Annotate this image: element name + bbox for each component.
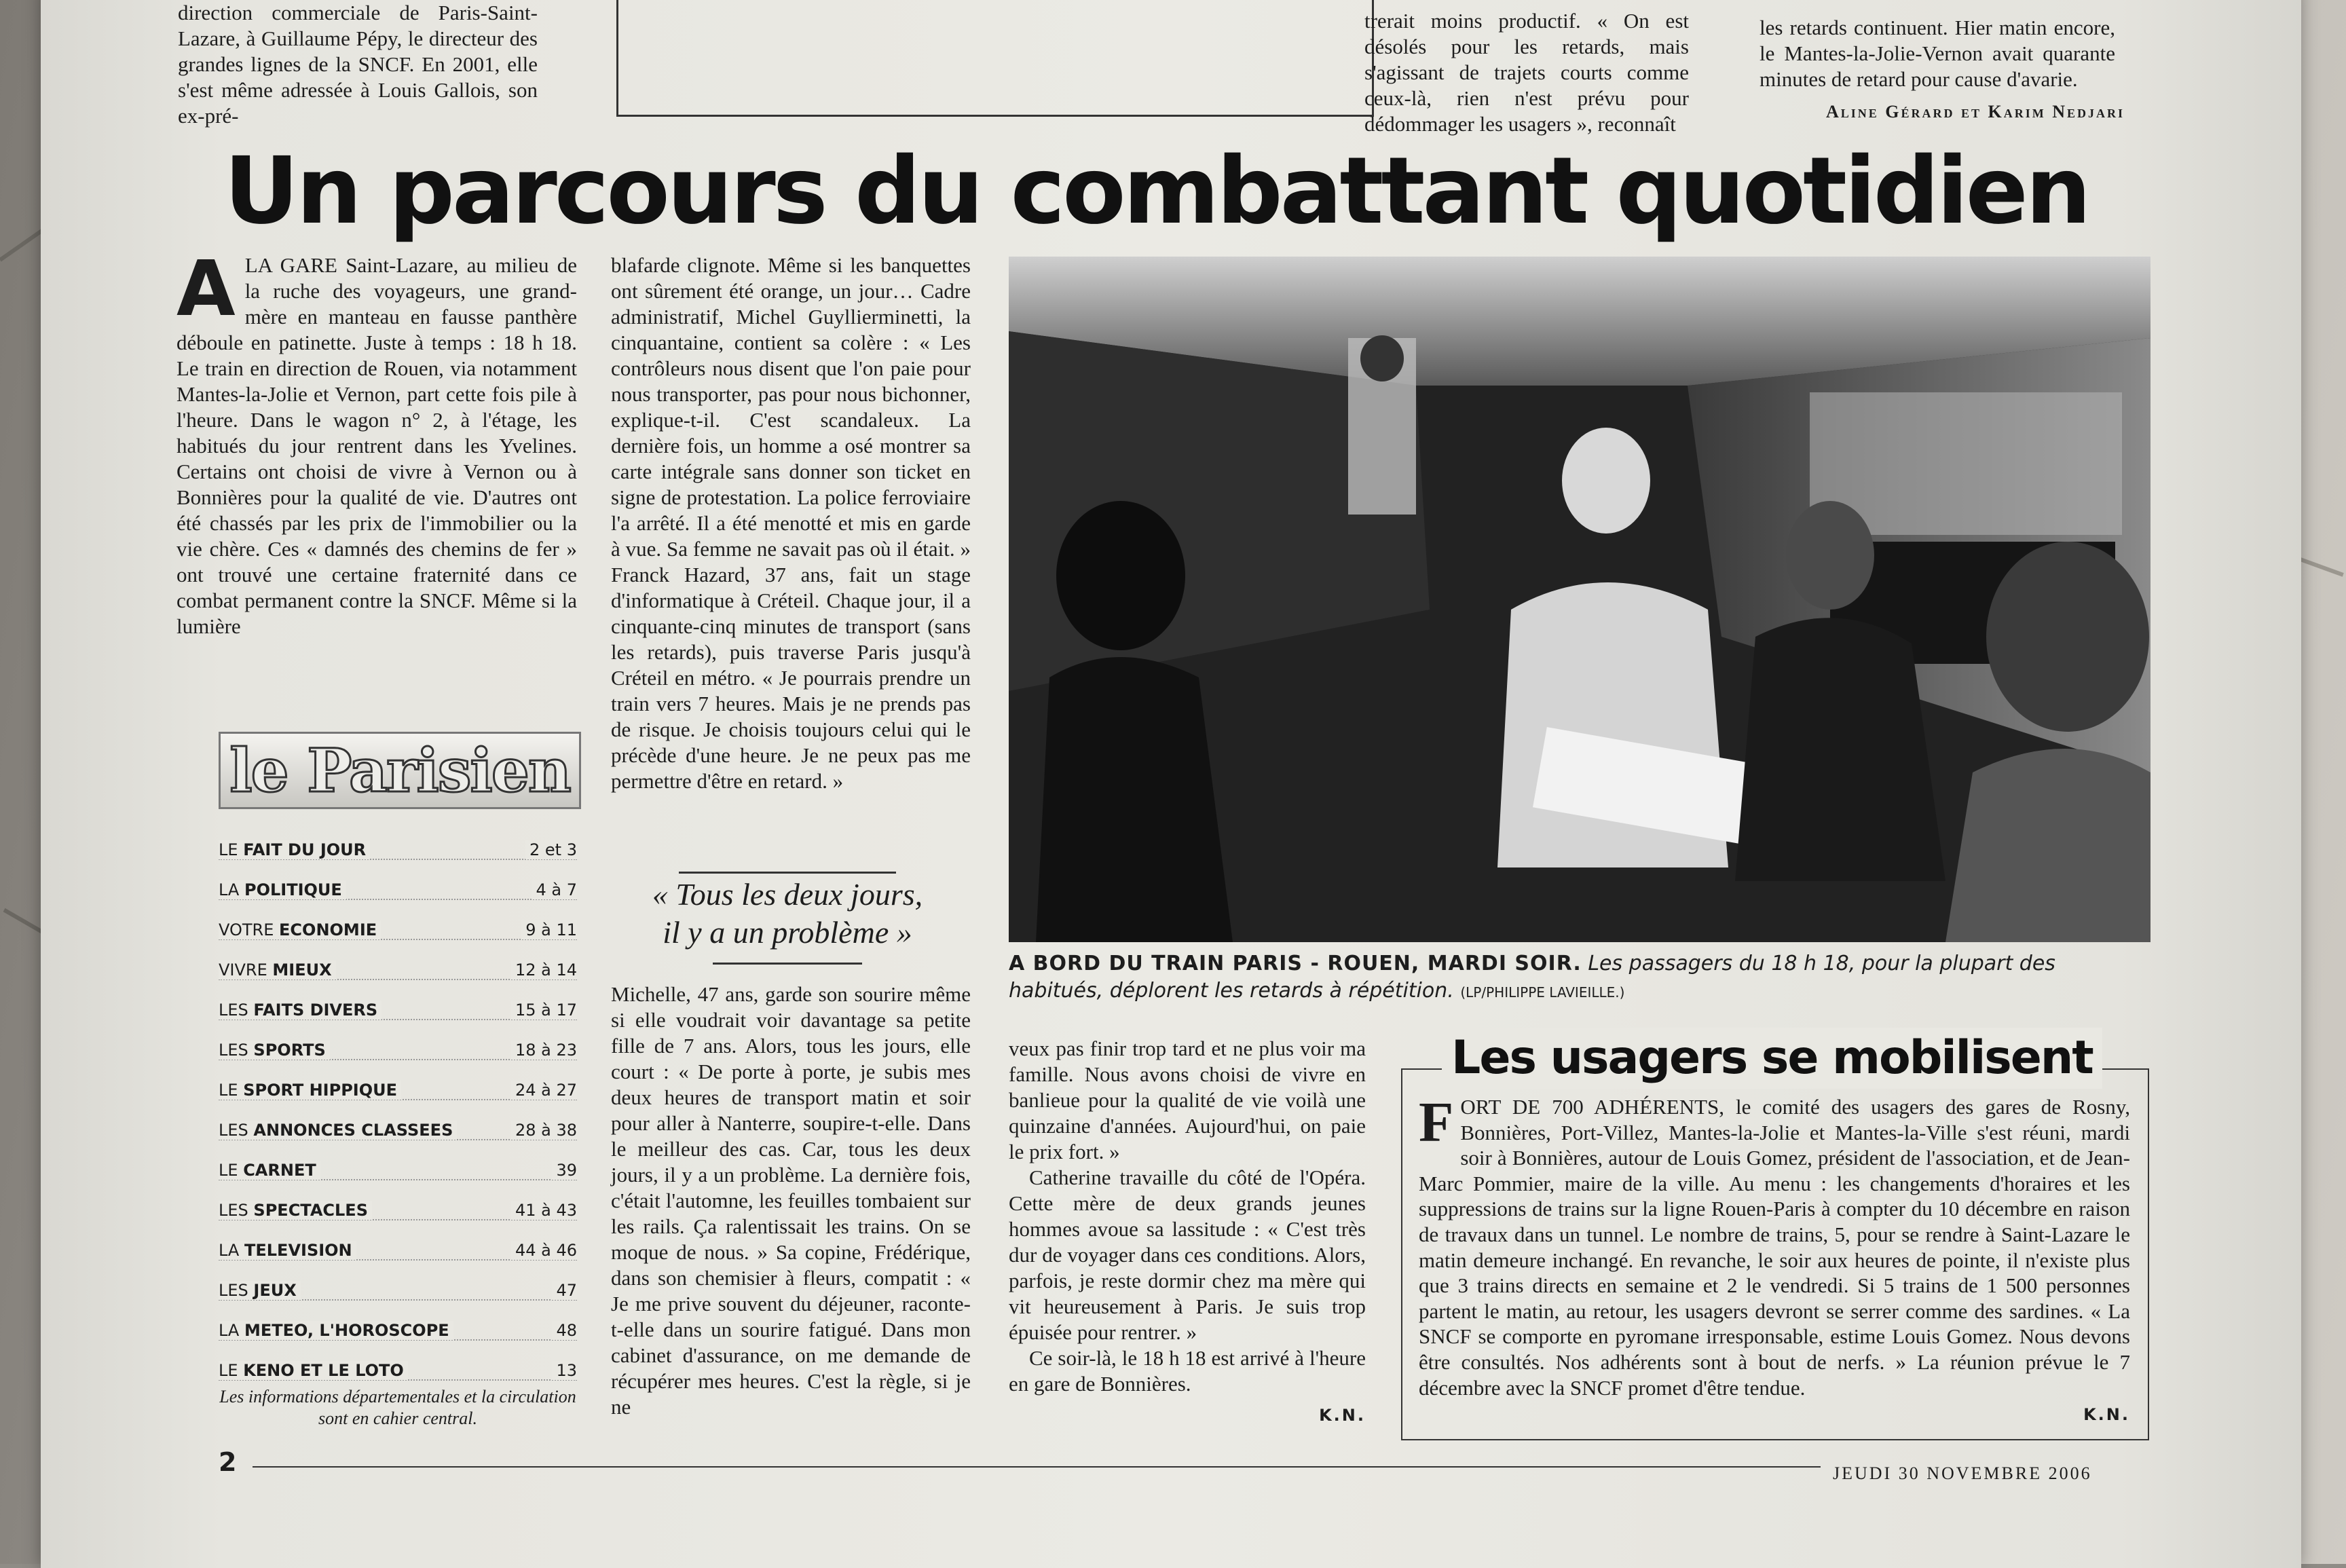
index-page: 39 bbox=[552, 1161, 577, 1180]
index-row bbox=[219, 910, 577, 950]
footer-rule bbox=[253, 1466, 1821, 1468]
index-prefix: LA bbox=[219, 880, 240, 899]
index-row bbox=[219, 1310, 577, 1350]
index-page: 15 à 17 bbox=[511, 1001, 577, 1020]
index-prefix: LA bbox=[219, 1240, 240, 1260]
pullquote-rule-top bbox=[679, 872, 896, 874]
index-row bbox=[219, 990, 577, 1030]
pull-quote bbox=[611, 876, 964, 952]
le-parisien-logo bbox=[219, 732, 581, 809]
index-section: SPORT HIPPIQUE bbox=[243, 1080, 398, 1100]
top-column-3 bbox=[1364, 8, 1689, 137]
index-section: TELEVISION bbox=[244, 1240, 352, 1260]
index-section: ECONOMIE bbox=[279, 920, 377, 939]
headline: Un parcours du combattant quotidien bbox=[224, 138, 2089, 245]
train-photo bbox=[1009, 257, 2150, 942]
photo-caption bbox=[1009, 950, 2150, 1006]
index-prefix: LES bbox=[219, 1040, 248, 1060]
article-col3b-text: Catherine travaille du côté de l'Opéra. Cette mère de deux grands jeunes hommes avoue sa lassitude : « C'est très dur de voyager dans ces conditions. Alors, parfois, je reste dormir chez ma mère qui vit heureusement à Paris. Je suis trop épuisée pour rentrer. » bbox=[1009, 1165, 1366, 1344]
index-row bbox=[219, 1270, 577, 1310]
caption-text: Les passagers du 18 h 18, pour la plupart des habitués, déplorent les retards à répétition. bbox=[1009, 952, 2055, 1003]
index-prefix: LA bbox=[219, 1320, 240, 1340]
article-col3-text: veux pas finir trop tard et ne plus voir ma famille. Nous avons choisi de vivre en banlieue pour la qualité de vie voilà une quinzaine d'années. Aujourd'hui, on paie le prix fort. » bbox=[1009, 1037, 1366, 1163]
index-prefix: LE bbox=[219, 1080, 238, 1100]
article-col2-text: blafarde clignote. Même si les banquettes ont sûrement été orange, un jour… Cadre administratif, Michel Guyllierminetti, la cinquantaine, contient sa colère : « Les contrôleurs nous disent que l'on paie pour nous transporter, pas pour nous bichonner, explique-t-il. C'est scandaleux. La dernière fois, un homme a osé montrer sa carte intégrale sans donner son ticket en signe de protestation. La police ferroviaire l'a arrêté. Il a été menotté et mis en garde à vue. Sa femme ne savait pas où il était. » Franck Hazard, 37 ans, fait un stage d'informatique à Créteil. Chaque jour, il a cinquante-cinq minutes de transport (sans les retards), puis traverse Paris jusqu'à Créteil en métro. « Je pourrais prendre un train vers 7 heures. Mais je ne prends pas de risque. Je choisis toujours celui qui le précède d'une heure. Je ne peux pas me permettre d'être en retard. » bbox=[611, 253, 971, 793]
article-column-1 bbox=[176, 245, 577, 639]
newspaper-page bbox=[41, 0, 2301, 1568]
index-page: 13 bbox=[552, 1361, 577, 1380]
index-section: CARNET bbox=[243, 1160, 316, 1180]
index-row bbox=[219, 1230, 577, 1270]
article-col3c-text: Ce soir-là, le 18 h 18 est arrivé à l'heure en gare de Bonnières. bbox=[1009, 1346, 1366, 1396]
page-number: 2 bbox=[219, 1447, 237, 1477]
index-label bbox=[219, 1081, 401, 1100]
index-row bbox=[219, 870, 577, 910]
index-row bbox=[219, 1150, 577, 1190]
train-interior-illustration bbox=[1009, 257, 2150, 942]
index-section: ANNONCES CLASSEES bbox=[253, 1120, 453, 1140]
pullquote-line-1: « Tous les deux jours, bbox=[652, 877, 923, 912]
box-text-column bbox=[1419, 1091, 2130, 1428]
index-label bbox=[219, 960, 336, 979]
index-note: Les informations départementales et la circulation sont en cahier central. bbox=[219, 1387, 576, 1428]
index-prefix: LE bbox=[219, 1360, 238, 1380]
index-label bbox=[219, 1161, 320, 1180]
index-page: 4 à 7 bbox=[532, 880, 577, 899]
index-section: SPECTACLES bbox=[253, 1200, 368, 1220]
index-label bbox=[219, 840, 370, 859]
top-ad-box bbox=[616, 0, 1374, 117]
index-label bbox=[219, 1001, 381, 1020]
box-text: ORT DE 700 ADHÉRENTS, le comité des usagers des gares de Rosny, Bonnières, Port-Villez, Mantes-la-Jolie et Mantes-la-Ville s'est réuni, mardi soir à Bonnières, autour de Louis Gomez, président de l'association, et de Jean-Marc Pommier, maire de la ville. Au menu : les changements d'horaires et les suppressions de trains sur la ligne Rouen-Paris à compter du 10 décembre en raison de travaux dans un tunnel. Le nombre de trains, 5, pour se rendre à Saint-Lazare le matin demeure inchangé. En revanche, le soir aux heures de pointe, il n'existe plus que 3 trains directs en semaine et 2 le vendredi. Si 5 trains de 1 500 personnes partent le matin, au retour, les usagers devront se serrer comme des sardines. « La SNCF se comporte en pyromane irresponsable, estime Louis Gomez. Nous devons être consultés. Nos adhérents sont à bout de nerfs. » La réunion prévue le 7 décembre avec la SNCF promet d'être tendue. bbox=[1419, 1095, 2130, 1400]
index-label bbox=[219, 1121, 457, 1140]
pullquote-line-2: il y a un problème » bbox=[663, 915, 912, 950]
index-label bbox=[219, 1041, 330, 1060]
index-row bbox=[219, 1190, 577, 1230]
index-row bbox=[219, 1030, 577, 1070]
logo-text: le Parisien bbox=[229, 735, 570, 806]
index-page: 48 bbox=[552, 1321, 577, 1340]
article-column-2 bbox=[611, 253, 971, 794]
index-label bbox=[219, 1241, 356, 1260]
index-section: POLITIQUE bbox=[244, 880, 342, 899]
index-page: 28 à 38 bbox=[511, 1121, 577, 1140]
index-section: KENO ET LE LOTO bbox=[243, 1360, 404, 1380]
index-section: JEUX bbox=[253, 1280, 297, 1300]
top-col3-text: trerait moins productif. « On est désolés pour les retards, mais s'agissant de trajets courts comme ceux-là, rien n'est prévu pour dédommager les usagers », reconnaît bbox=[1364, 9, 1689, 136]
index-label bbox=[219, 1321, 453, 1340]
index-page: 9 à 11 bbox=[521, 920, 577, 939]
index-page: 18 à 23 bbox=[511, 1041, 577, 1060]
article-column-2b bbox=[611, 982, 971, 1420]
index-page: 2 et 3 bbox=[525, 840, 577, 859]
index-row bbox=[219, 1350, 577, 1390]
index-prefix: LES bbox=[219, 1120, 248, 1140]
caption-heading: A BORD DU TRAIN PARIS - ROUEN, MARDI SOIR. bbox=[1009, 952, 1582, 975]
top-col1-text: direction commerciale de Paris-Saint-Lazare, à Guillaume Pépy, le directeur des grandes lignes de la SNCF. En 2001, elle s'est même adressée à Louis Gallois, son ex-pré- bbox=[178, 1, 538, 128]
index-label bbox=[219, 1281, 301, 1300]
byline: Aline Gérard et Karim Nedjari bbox=[1826, 102, 2125, 122]
top-col4-text: les retards continuent. Hier matin encore, le Mantes-la-Jolie-Vernon avait quarante minutes de retard pour cause d'avarie. bbox=[1760, 16, 2115, 91]
contents-index bbox=[219, 829, 577, 1390]
index-page: 47 bbox=[552, 1281, 577, 1300]
index-page: 44 à 46 bbox=[511, 1241, 577, 1260]
issue-date: JEUDI 30 NOVEMBRE 2006 bbox=[1833, 1463, 2092, 1483]
box-signature: K.N. bbox=[2083, 1405, 2130, 1425]
index-prefix: VOTRE bbox=[219, 920, 274, 939]
index-page: 24 à 27 bbox=[511, 1081, 577, 1100]
index-label bbox=[219, 1201, 372, 1220]
photo-credit: (LP/PHILIPPE LAVIEILLE.) bbox=[1460, 984, 1625, 1001]
index-prefix: LES bbox=[219, 1000, 248, 1020]
pullquote-rule-bottom bbox=[713, 963, 862, 965]
index-row bbox=[219, 1070, 577, 1110]
index-page: 12 à 14 bbox=[511, 960, 577, 979]
index-label bbox=[219, 1361, 408, 1380]
index-page: 41 à 43 bbox=[511, 1201, 577, 1220]
index-section: METEO, L'HOROSCOPE bbox=[244, 1320, 449, 1340]
index-row bbox=[219, 950, 577, 990]
index-prefix: LES bbox=[219, 1280, 248, 1300]
article-col2b-text: Michelle, 47 ans, garde son sourire même si elle voudrait voir davantage sa petite fille de 7 ans. Alors, tous les jours, elle court : « De porte à porte, je subis mes deux heures de transport matin et soir pour aller à Nanterre, soupire-t-elle. Dans le meilleur des cas. Car, tous les deux jours, il y a un problème. La dernière fois, c'était l'automne, les feuilles tombaient sur les rails. Ça ralentissait les trains. On se moque de nous. » Sa copine, Frédérique, dans son chemisier à fleurs, compatit : « Je me prive souvent du déjeuner, raconte-t-elle dans un sourire fatigué. Dans mon cabinet d'assurance, on me demande de récupérer mes heures. C'est la règle, si je ne bbox=[611, 982, 971, 1419]
index-section: FAIT DU JOUR bbox=[243, 840, 367, 859]
article-column-3 bbox=[1009, 1036, 1366, 1428]
drop-cap: A bbox=[176, 245, 236, 333]
index-section: MIEUX bbox=[272, 960, 332, 979]
index-prefix: LES bbox=[219, 1200, 248, 1220]
index-prefix: LE bbox=[219, 840, 238, 859]
index-row bbox=[219, 1110, 577, 1150]
index-prefix: VIVRE bbox=[219, 960, 267, 979]
top-column-1 bbox=[178, 0, 538, 129]
index-section: SPORTS bbox=[253, 1040, 326, 1060]
index-label bbox=[219, 920, 381, 939]
box-title: Les usagers se mobilisent bbox=[1442, 1028, 2102, 1089]
index-label bbox=[219, 880, 346, 899]
index-prefix: LE bbox=[219, 1160, 238, 1180]
article-signature: K.N. bbox=[1319, 1406, 1366, 1425]
index-row bbox=[219, 829, 577, 870]
box-drop-cap: F bbox=[1419, 1091, 1454, 1154]
top-column-4 bbox=[1760, 15, 2115, 92]
index-section: FAITS DIVERS bbox=[253, 1000, 378, 1020]
article-col1-text: LA GARE Saint-Lazare, au milieu de la ruche des voyageurs, une grand-mère en manteau en fausse panthère déboule en patinette. Juste à temps : 18 h 18. Le train en direction de Rouen, via notamment Mantes-la-Jolie et Vernon, part cette fois pile à l'heure. Dans le wagon n° 2, à l'étage, les habitués du jour rentrent dans les Yvelines. Certains ont choisi de vivre à Vernon ou à Bonnières pour la qualité de vie. D'autres ont été chassés par les prix de l'immobilier ou la vie chère. Ces « damnés des chemins de fer » ont trouvé une certaine fraternité dans ce combat permanent contre la SNCF. Même si la lumière bbox=[176, 253, 577, 638]
